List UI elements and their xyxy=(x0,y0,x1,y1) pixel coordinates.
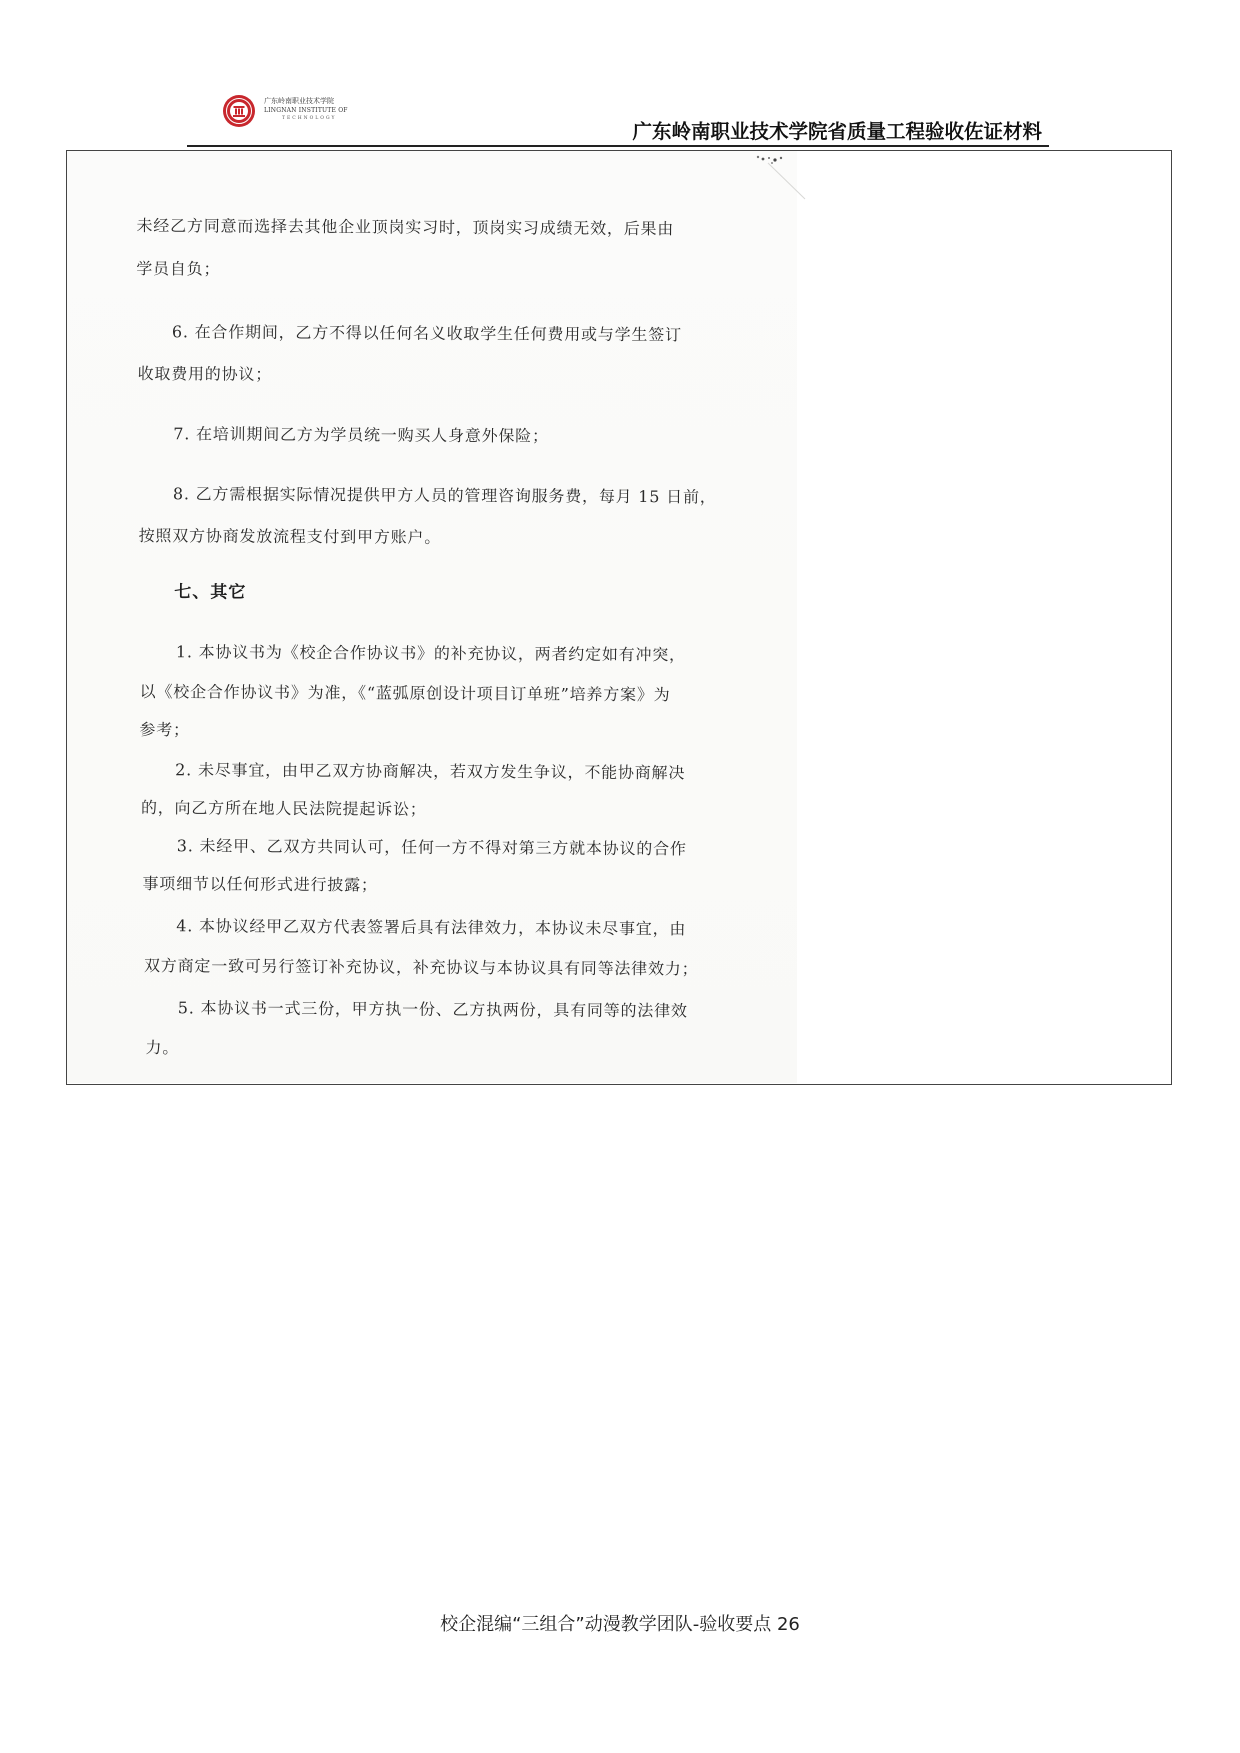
page-header-title: 广东岭南职业技术学院省质量工程验收佐证材料 xyxy=(632,120,1042,143)
text-line: 1. 本协议书为《校企合作协议书》的补充协议，两者约定如有冲突， xyxy=(175,642,686,665)
text-line: 参考； xyxy=(139,720,190,740)
text-line: 6. 在合作期间，乙方不得以任何名义收取学生任何费用或与学生签订 xyxy=(171,322,682,345)
text-line: 按照双方协商发放流程支付到甲方账户。 xyxy=(138,526,442,547)
logo-english-name-line2: TECHNOLOGY xyxy=(282,116,337,121)
header-divider xyxy=(187,145,1049,147)
school-logo xyxy=(222,92,362,134)
section-heading: 七、其它 xyxy=(174,582,247,603)
page-footer: 校企混编“三组合”动漫教学团队-验收要点 26 xyxy=(440,1614,800,1635)
text-line: 3. 未经甲、乙双方共同认可，任何一方不得对第三方就本协议的合作 xyxy=(176,836,687,859)
scan-artifact-mark xyxy=(750,151,825,207)
text-line: 7. 在培训期间乙方为学员统一购买人身意外保险； xyxy=(173,424,549,446)
text-line: 力。 xyxy=(145,1038,180,1058)
text-line: 事项细节以任何形式进行披露； xyxy=(142,874,378,895)
school-emblem-icon xyxy=(222,94,256,128)
text-line: 以《校企合作协议书》为准，《“蓝弧原创设计项目订单班”培养方案》为 xyxy=(139,682,671,705)
text-line: 的，向乙方所在地人民法院提起诉讼； xyxy=(140,798,427,819)
text-line: 2. 未尽事宜，由甲乙双方协商解决，若双方发生争议，不能协商解决 xyxy=(175,760,686,783)
text-line: 学员自负； xyxy=(136,258,221,279)
logo-chinese-name: 广东岭南职业技术学院 xyxy=(264,97,334,105)
text-line: 未经乙方同意而选择去其他企业顶岗实习时，顶岗实习成绩无效，后果由 xyxy=(136,215,675,239)
text-line: 4. 本协议经甲乙双方代表签署后具有法律效力，本协议未尽事宜，由 xyxy=(176,916,687,939)
text-line: 5. 本协议书一式三份，甲方执一份、乙方执两份，具有同等的法律效 xyxy=(177,998,688,1021)
text-line: 8. 乙方需根据实际情况提供甲方人员的管理咨询服务费，每月 15 日前， xyxy=(172,484,717,507)
text-line: 收取费用的协议； xyxy=(137,363,273,384)
logo-english-name: LINGNAN INSTITUTE OF xyxy=(264,107,348,114)
text-line: 双方商定一致可另行签订补充协议，补充协议与本协议具有同等法律效力； xyxy=(143,956,699,979)
scanned-document-frame xyxy=(66,150,1172,1085)
agreement-text xyxy=(136,151,739,1058)
scanned-page xyxy=(67,151,797,1083)
